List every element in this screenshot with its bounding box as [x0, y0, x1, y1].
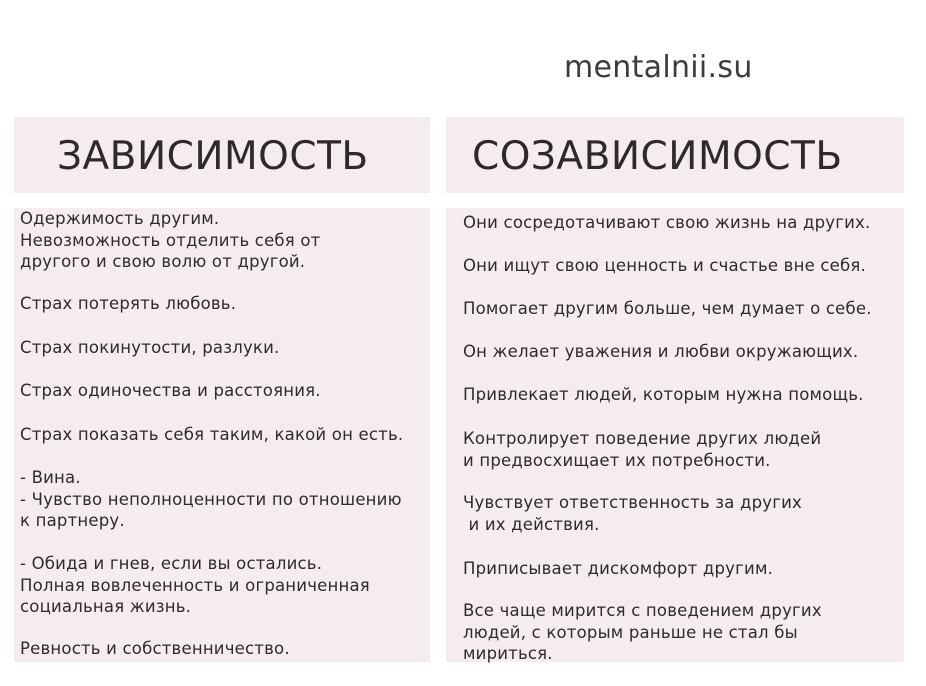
codependence-title: СОЗАВИСИМОСТЬ	[472, 134, 843, 179]
list-item: Они ищут свою ценность и счастье вне себя.	[463, 256, 866, 275]
list-item: Привлекает людей, которым нужна помощь.	[463, 385, 864, 404]
codependence-header	[446, 117, 904, 193]
list-item: Все чаще мирится с поведением других людей, с которым раньше не стал бы мириться.	[463, 601, 822, 663]
list-item: Чувствует ответственность за других и их действия.	[463, 493, 802, 534]
list-item: Одержимость другим. Невозможность отделить себя от другого и свою волю от другой.	[20, 209, 321, 271]
list-item: Помогает другим больше, чем думает о себе.	[463, 299, 872, 318]
list-item: Страх покинутости, разлуки.	[20, 338, 280, 357]
codependence-column	[446, 208, 904, 662]
list-item: - Обида и гнев, если вы остались. Полная вовлеченность и ограниченная социальная жизнь.	[20, 554, 370, 616]
list-item: Он желает уважения и любви окружающих.	[463, 342, 859, 361]
dependence-column	[14, 208, 430, 662]
list-item: Приписывает дискомфорт другим.	[463, 559, 774, 578]
list-item: Контролирует поведение других людей и предвосхищает их потребности.	[463, 429, 822, 470]
site-watermark: mentalnii.su	[564, 50, 753, 85]
list-item: Страх одиночества и расстояния.	[20, 381, 321, 400]
list-item: Страх показать себя таким, какой он есть.	[20, 425, 404, 444]
list-item: Страх потерять любовь.	[20, 294, 237, 313]
list-item: Ревность и собственничество.	[20, 639, 290, 658]
dependence-header	[14, 117, 430, 193]
list-item: Они сосредотачивают свою жизнь на других.	[463, 213, 871, 232]
dependence-title: ЗАВИСИМОСТЬ	[57, 134, 369, 179]
list-item: - Вина. - Чувство неполноценности по отношению к партнеру.	[20, 468, 402, 530]
